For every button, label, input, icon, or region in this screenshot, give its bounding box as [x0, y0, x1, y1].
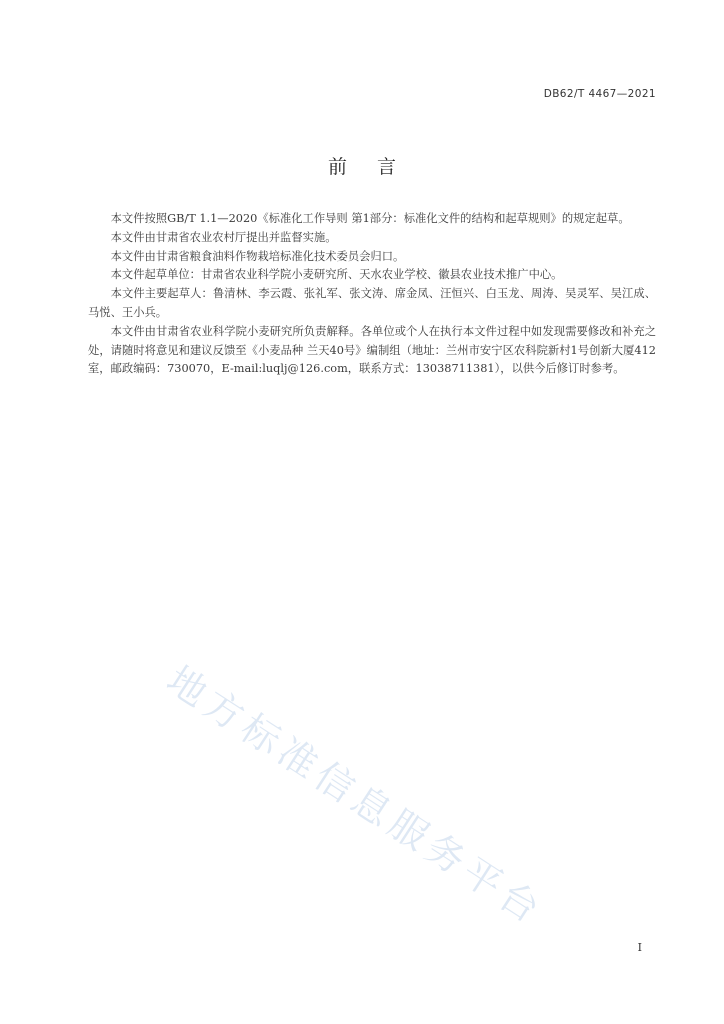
document-code: DB62/T 4467—2021	[543, 88, 656, 100]
paragraph-committee: 本文件由甘肃省粮食油料作物栽培标准化技术委员会归口。	[110, 249, 405, 263]
page-title: 前言	[327, 156, 426, 178]
watermark: 地方标准信息服务平台	[159, 657, 553, 935]
paragraph-proposer: 本文件由甘肃省农业农村厅提出并监督实施。	[110, 230, 337, 244]
paragraph-drafting-units: 本文件起草单位：甘肃省农业科学院小麦研究所、天水农业学校、徽县农业技术推广中心。	[110, 268, 563, 282]
foreword-body	[88, 210, 656, 379]
paragraph-drafting-rules: 本文件按照GB/T 1.1—2020《标准化工作导则 第1部分：标准化文件的结构和起草规则》的规定起草。	[110, 212, 630, 225]
paragraph-interpretation: 本文件由甘肃省农业科学院小麦研究所负责解释。各单位或个人在执行本文件过程中如发现需要修改和补充之处，请随时将意见和建议反馈至《小麦品种 兰天40号》编制组（地址：兰州市安宁区农科院新村1号创新大厦412室，邮政编码：730070，E-mail:luqlj@126.com，联系方式：13038711381），以供今后修订时参考。	[88, 324, 656, 376]
page-number: I	[637, 941, 642, 954]
paragraph-drafters: 本文件主要起草人：鲁清林、李云霞、张礼军、张文涛、席金凤、汪恒兴、白玉龙、周涛、吴灵军、吴江成、马悦、王小兵。	[88, 287, 656, 319]
